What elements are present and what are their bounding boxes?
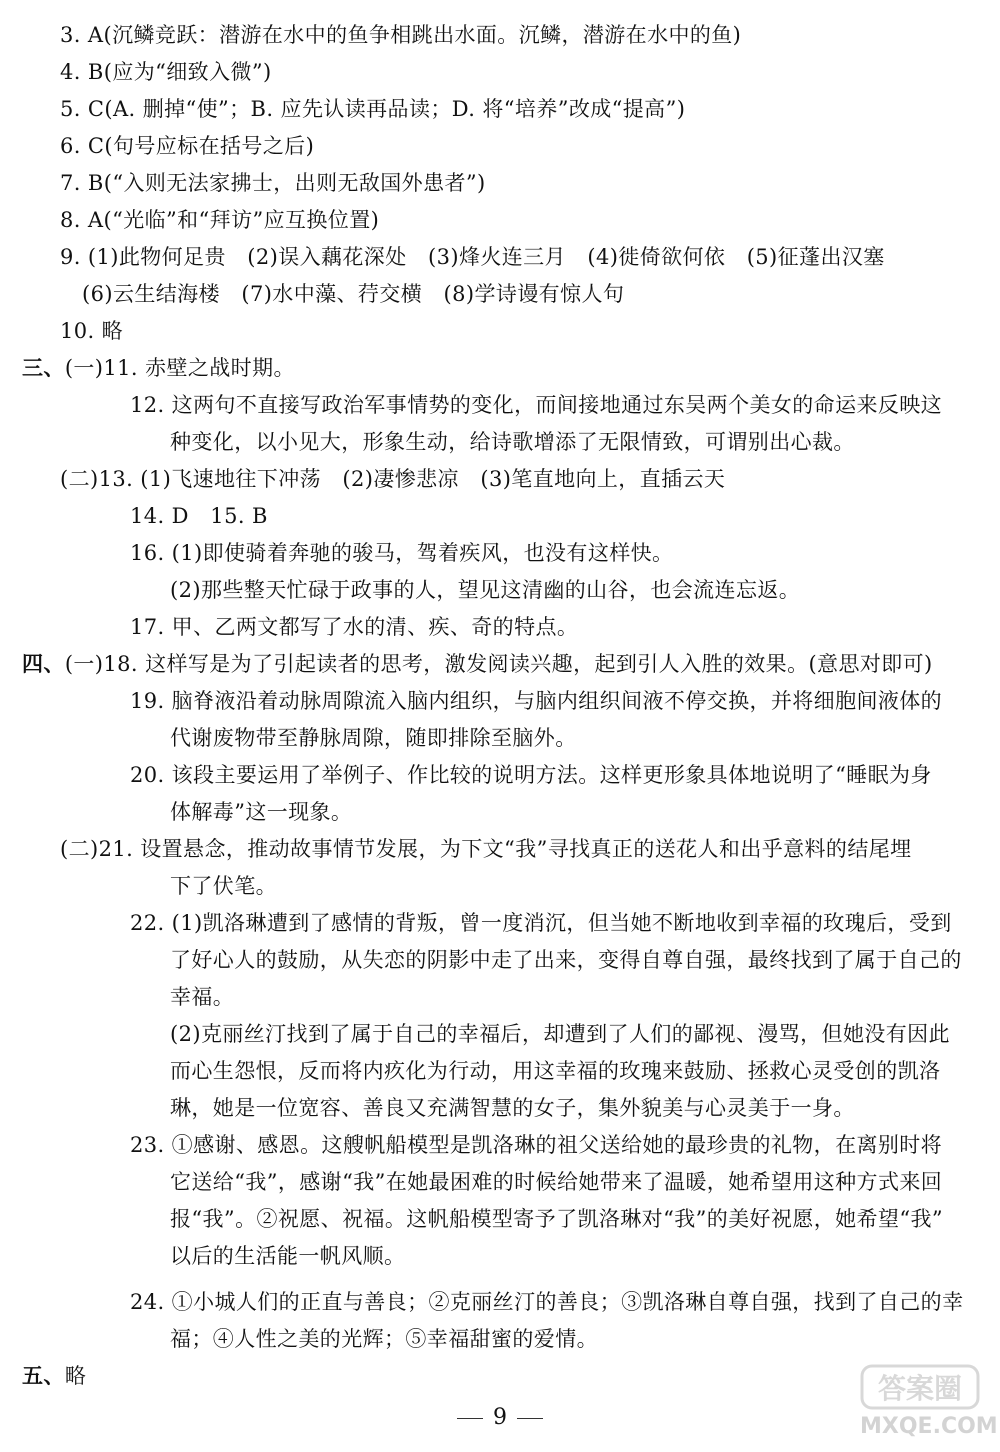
answer-line-q22c: 幸福。: [170, 985, 235, 1009]
answer-line-q20a: 20. 该段主要运用了举例子、作比较的说明方法。这样更形象具体地说明了“睡眠为身: [130, 763, 932, 787]
answer-text: (一)11. 赤壁之战时期。: [64, 356, 295, 380]
answer-line-q22d: (2)克丽丝汀找到了属于自己的幸福后，却遭到了人们的鄙视、漫骂，但她没有因此: [170, 1022, 950, 1046]
answer-line-q24b: 福；④人性之美的光辉；⑤幸福甜蜜的爱情。: [170, 1327, 598, 1351]
answer-line-q13: (二)13. (1)飞速地往下冲荡 (2)凄惨悲凉 (3)笔直地向上，直插云天: [60, 467, 726, 491]
answer-line-q21b: 下了伏笔。: [170, 874, 277, 898]
answer-line-q16a: 16. (1)即使骑着奔驰的骏马，驾着疾风，也没有这样快。: [130, 541, 674, 565]
page-number-text: 9: [493, 1405, 507, 1430]
answer-line-q9b: (6)云生结海楼 (7)水中藻、荇交横 (8)学诗谩有惊人句: [82, 282, 625, 306]
page-number: [0, 1405, 1000, 1430]
answer-line-q17: 17. 甲、乙两文都写了水的清、疾、奇的特点。: [130, 615, 579, 639]
answer-line-s3: [22, 353, 295, 383]
answer-line-q19b: 代谢废物带至静脉周隙，随即排除至脑外。: [170, 726, 577, 750]
answer-line-q23d: 以后的生活能一帆风顺。: [170, 1244, 406, 1268]
section-number: 三、: [22, 355, 65, 380]
answer-line-q12b: 种变化，以小见大，形象生动，给诗歌增添了无限情致，可谓别出心裁。: [170, 430, 855, 454]
answer-line-q22f: 琳，她是一位宽容、善良又充满智慧的女子，集外貌美与心灵美于一身。: [170, 1096, 855, 1120]
answer-line-q3: 3. A(沉鳞竞跃：潜游在水中的鱼争相跳出水面。沉鳞，潜游在水中的鱼): [60, 23, 742, 47]
answer-line-q23b: 它送给“我”，感谢“我”在她最困难的时候给她带来了温暖，她希望用这种方式来回: [170, 1170, 943, 1194]
watermark-url: MXQE.COM: [860, 1414, 998, 1439]
watermark: [860, 1362, 998, 1444]
answer-line-q4: 4. B(应为“细致入微”): [60, 60, 272, 84]
answer-line-q22a: 22. (1)凯洛琳遭到了感情的背叛，曾一度消沉，但当她不断地收到幸福的玫瑰后，受到: [130, 911, 952, 935]
answer-line-q24a: 24. ①小城人们的正直与善良；②克丽丝汀的善良；③凯洛琳自尊自强，找到了自己的幸: [130, 1290, 964, 1314]
answer-line-q12a: 12. 这两句不直接写政治军事情势的变化，而间接地通过东吴两个美女的命运来反映这: [130, 393, 943, 417]
watermark-logo-text: 答案圈: [877, 1372, 963, 1405]
answer-text: 略: [64, 1364, 87, 1388]
answer-line-q6: 6. C(句号应标在括号之后): [60, 134, 315, 158]
answer-line-q9a: 9. (1)此物何足贵 (2)误入藕花深处 (3)烽火连三月 (4)徙倚欲何依 (5)征蓬出汉塞: [60, 245, 885, 269]
answer-line-q21a: (二)21. 设置悬念，推动故事情节发展，为下文“我”寻找真正的送花人和出乎意料的结尾埋: [60, 837, 912, 861]
answer-line-q22b: 了好心人的鼓励，从失恋的阴影中走了出来，变得自尊自强，最终找到了属于自己的: [170, 948, 962, 972]
page-number-dash-left: [457, 1418, 483, 1419]
watermark-logo-icon: [860, 1362, 980, 1412]
answer-line-q8: 8. A(“光临”和“拜访”应互换位置): [60, 208, 380, 232]
answer-line-q23c: 报“我”。②祝愿、祝福。这帆船模型寄予了凯洛琳对“我”的美好祝愿，她希望“我”: [170, 1207, 944, 1231]
answer-line-q22e: 而心生怨恨，反而将内疚化为行动，用这幸福的玫瑰来鼓励、拯救心灵受创的凯洛: [170, 1059, 941, 1083]
answer-line-q19a: 19. 脑脊液沿着动脉周隙流入脑内组织，与脑内组织间液不停交换，并将细胞间液体的: [130, 689, 943, 713]
section-number: 五、: [22, 1363, 65, 1388]
page-number-dash-right: [517, 1418, 543, 1419]
answer-line-q7: 7. B(“入则无法家拂士，出则无敌国外患者”): [60, 171, 486, 195]
answer-line-s4: [22, 649, 933, 679]
answer-line-q5: 5. C(A. 删掉“使”；B. 应先认读再品读；D. 将“培养”改成“提高”): [60, 97, 686, 121]
answer-line-s5: [22, 1361, 86, 1391]
answer-line-q16b: (2)那些整天忙碌于政事的人，望见这清幽的山谷，也会流连忘返。: [170, 578, 801, 602]
section-number: 四、: [22, 651, 65, 676]
answer-line-q20b: 体解毒”这一现象。: [170, 800, 353, 824]
answer-line-q14: 14. D 15. B: [130, 504, 268, 528]
answer-line-q23a: 23. ①感谢、感恩。这艘帆船模型是凯洛琳的祖父送给她的最珍贵的礼物，在离别时将: [130, 1133, 943, 1157]
answer-text: (一)18. 这样写是为了引起读者的思考，激发阅读兴趣，起到引人入胜的效果。(意思对即可): [64, 652, 933, 676]
answer-line-q10: 10. 略: [60, 319, 124, 343]
